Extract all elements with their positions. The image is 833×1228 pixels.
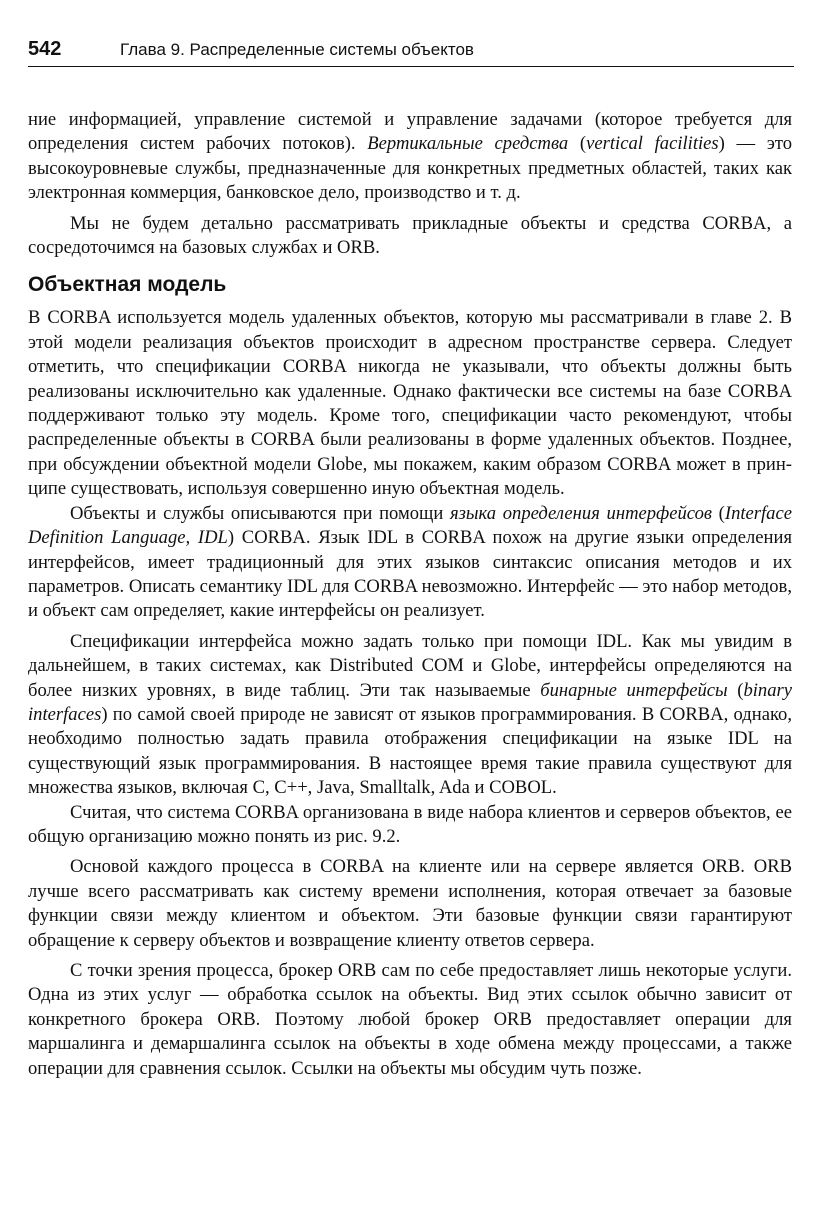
- text-run: ) CORBA. Язык IDL в CORBA похож на другие языки определения интерфейсов, имеет традиционный для этих языков синтаксис описания методов и их параметров. Описать семантику IDL для CORBA невозможно. Интерфейс — это набор методов, и объект сам определяет, какие интерфейсы он реализует.: [28, 527, 792, 622]
- paragraph: Основой каждого процесса в CORBA на клиенте или на сервере является ORB. ORB лучше всего рассматривать как систему времени исполнения, которая отвечает за базовые функции связи между клиентом и объектом. Эти базовые функции связи гарантируют обращение к серверу объектов и возвращение клиенту ответов сервера.: [28, 856, 792, 951]
- text-run: (: [727, 679, 744, 701]
- text-run: (: [711, 502, 725, 524]
- term-vertical-facilities: Вертикальные средства: [367, 133, 569, 155]
- header-rule: [28, 66, 794, 67]
- page-body: [28, 108, 792, 1081]
- term-binary-interfaces: бинарные интерфейсы: [540, 679, 728, 701]
- term-english: Interface Definition Language, IDL: [28, 502, 792, 549]
- paragraph: Мы не будем детально рассматривать прикладные объекты и средства CORBA, а сосредоточимся на базовых службах и ORB.: [28, 212, 792, 259]
- text-run: ) по самой своей природе не зависят от языков программирования. В CORBA, однако, необходимо полностью задать правила отображения спецификации на языке IDL на существующий язык программирования. В настоящее время такие правила существуют для множества языков, включая C, C++, Java, Smalltalk, Ada и COBOL.: [28, 703, 792, 799]
- running-header: [28, 36, 794, 70]
- term-english: binary interfaces: [28, 679, 793, 725]
- term-idl: языка определения интерфейсов: [450, 502, 712, 524]
- term-english: vertical facilities: [586, 133, 719, 155]
- text-run: Спецификации интерфейса можно задать только при помощи IDL. Как мы увидим в дальнейшем, в таких системах, как Distributed COM и Globe, интерфейсы определяются на более низких уровнях, в виде таблиц. Эти так называемые: [28, 630, 792, 701]
- paragraph: В CORBA используется модель удаленных объектов, которую мы рассматривали в главе 2. В этой модели реализация объектов происходит в адресном пространстве сервера. Следует отметить, что спецификации CORBA никогда не указывали, что объекты должны быть реализованы исключительно как удаленные. Однако фактически все системы на базе CORBA поддерживают только эту модель. Кроме того, спецификации часто рекомендуют, чтобы распределенные объекты в CORBA были реализованы в форме удаленных объектов. Позднее, при обсуждении объектной модели Globe, мы покажем, каким образом CORBA может в принципе существовать, используя совершенно иную объектная модель.: [28, 307, 792, 500]
- chapter-title: Глава 9. Распределенные системы объектов: [120, 40, 474, 59]
- paragraph: [28, 630, 792, 801]
- section-heading: Объектная модель: [28, 273, 227, 297]
- text-run: ние информацией, управление системой и управление задачами (которое требуется для определения систем рабочих потоков).: [28, 109, 792, 155]
- paragraph: С точки зрения процесса, брокер ORB сам по себе предоставляет лишь некоторые услуги. Одна из этих услуг — обработка ссылок на объекты. Вид этих ссылок обычно зависит от конкретного брокера ORB. Поэтому любой брокер ORB предоставляет операции для маршалинга и демаршалинга ссылок на объекты в ходе обмена между процессами, а также операции для сравнения ссылок. Ссылки на объекты мы обсудим чуть позже.: [28, 960, 792, 1079]
- text-run: ) — это высокоуровневые службы, предназначенные для конкретных предметных областей, таких как электронная коммерция, банковское дело, производство и т. д.: [28, 133, 793, 204]
- paragraph: Считая, что система CORBA организована в виде набора клиентов и серверов объектов, ее общую организацию можно понять из рис. 9.2.: [28, 801, 792, 847]
- text-run: (: [568, 133, 587, 155]
- paragraph-continued: [28, 108, 792, 206]
- paragraph: [28, 502, 792, 624]
- page-number: 542: [28, 38, 62, 60]
- text-run: Объекты и службы описываются при помощи: [70, 502, 451, 524]
